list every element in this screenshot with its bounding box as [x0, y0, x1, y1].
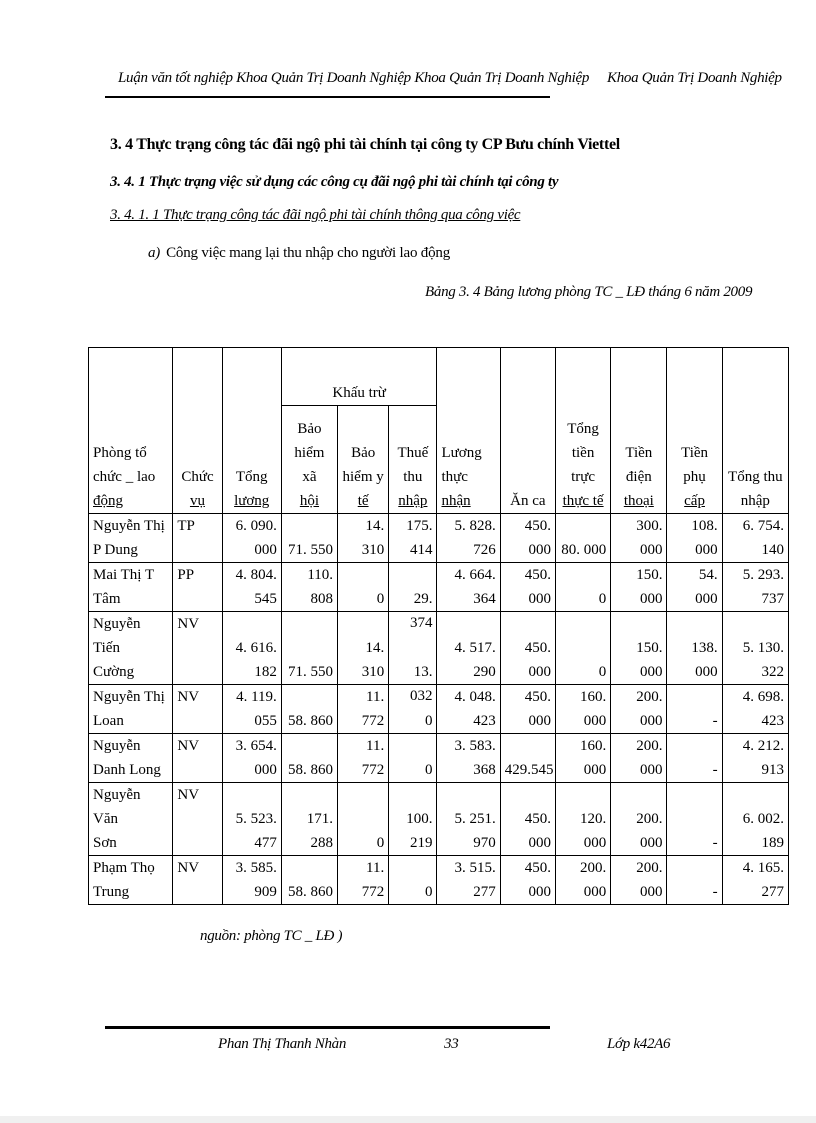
- cell-tax: 0: [389, 856, 437, 905]
- cell-net: 5. 251. 970: [437, 783, 500, 856]
- salary-table: [88, 347, 789, 905]
- section-heading: 3. 4 Thực trạng công tác đãi ngộ phi tài chính tại công ty CP Bưu chính Viettel: [110, 136, 620, 153]
- cell-tax: 0: [389, 685, 437, 734]
- cell-phone: 200. 000: [611, 783, 667, 856]
- cell-bhxh: 71. 550: [281, 514, 337, 563]
- cell-total: 5. 130. 322: [722, 612, 788, 685]
- cell-meal: 450. 000: [500, 783, 555, 856]
- page-number: 33: [444, 1036, 459, 1052]
- cell-phone: 200. 000: [611, 734, 667, 783]
- footer-rule: [105, 1026, 550, 1029]
- paragraph-text: Công việc mang lại thu nhập cho người lao động: [166, 245, 451, 261]
- cell-actual: 0: [555, 612, 610, 685]
- cell-bhyt: 11. 772: [338, 856, 389, 905]
- sub-subsection-heading: 3. 4. 1. 1 Thực trạng công tác đãi ngộ phi tài chính thông qua công việc: [110, 207, 521, 223]
- cell-phone: 150. 000: [611, 563, 667, 612]
- cell-net: 4. 664. 364: [437, 563, 500, 612]
- table-row: [89, 856, 789, 905]
- cell-name: Phạm Thọ Trung: [89, 856, 173, 905]
- cell-net: 3. 583. 368: [437, 734, 500, 783]
- cell-meal: 450. 000: [500, 612, 555, 685]
- cell-total: 4. 165. 277: [722, 856, 788, 905]
- cell-meal: 450. 000: [500, 856, 555, 905]
- cell-name: Nguyễn Danh Long: [89, 734, 173, 783]
- cell-total: 6. 002. 189: [722, 783, 788, 856]
- header-bhyt: Bảo hiểm y tế: [338, 406, 389, 514]
- cell-bhxh: 171. 288: [281, 783, 337, 856]
- cell-phone: 200. 000: [611, 856, 667, 905]
- cell-allowance: -: [667, 734, 722, 783]
- header-total: Tổng thu nhập: [722, 348, 788, 514]
- cell-bhyt: 0: [338, 563, 389, 612]
- table-row: [89, 734, 789, 783]
- cell-allowance: -: [667, 685, 722, 734]
- cell-name: Nguyễn Tiến Cường: [89, 612, 173, 685]
- cell-meal: 450. 000: [500, 685, 555, 734]
- cell-bhyt: 14. 310: [338, 612, 389, 685]
- cell-bhxh: 58. 860: [281, 856, 337, 905]
- cell-bhxh: 110. 808: [281, 563, 337, 612]
- table-row: [89, 685, 789, 734]
- cell-allowance: -: [667, 856, 722, 905]
- cell-tax: 29. 374: [389, 563, 437, 612]
- cell-role: NV: [173, 783, 222, 856]
- cell-role: PP: [173, 563, 222, 612]
- cell-meal: 429.545: [500, 734, 555, 783]
- cell-actual: 120. 000: [555, 783, 610, 856]
- cell-name: Nguyễn Thị P Dung: [89, 514, 173, 563]
- cell-allowance: 108. 000: [667, 514, 722, 563]
- cell-tax: 13. 032: [389, 612, 437, 685]
- cell-bhxh: 58. 860: [281, 685, 337, 734]
- cell-actual: 0: [555, 563, 610, 612]
- page-bottom-band: [0, 1116, 816, 1123]
- paragraph-label: a): [148, 245, 161, 261]
- cell-allowance: 54. 000: [667, 563, 722, 612]
- paragraph: [148, 245, 450, 262]
- cell-actual: 200. 000: [555, 856, 610, 905]
- cell-tax: 0: [389, 734, 437, 783]
- header-left: Luận văn tốt nghiệp Khoa Quản Trị Doanh Nghiệp Khoa Quản Trị Doanh Nghiệp: [118, 70, 590, 86]
- footer-author: Phan Thị Thanh Nhàn: [218, 1036, 347, 1052]
- cell-role: NV: [173, 856, 222, 905]
- cell-total: 6. 754. 140: [722, 514, 788, 563]
- table-caption: Bảng 3. 4 Bảng lương phòng TC _ LĐ tháng 6 năm 2009: [425, 284, 753, 300]
- cell-salary: 4. 616. 182: [222, 612, 281, 685]
- cell-phone: 150. 000: [611, 612, 667, 685]
- header-rule: [105, 96, 550, 98]
- cell-allowance: 138. 000: [667, 612, 722, 685]
- table-row: [89, 612, 789, 685]
- header-actual: Tổng tiền trực thực tế: [555, 348, 610, 514]
- header-allowance: Tiền phụ cấp: [667, 348, 722, 514]
- cell-bhyt: 11. 772: [338, 685, 389, 734]
- header-deductions: Khấu trừ: [281, 348, 437, 406]
- header-right: Khoa Quản Trị Doanh Nghiệp: [607, 70, 782, 86]
- cell-phone: 300. 000: [611, 514, 667, 563]
- subsection-heading: 3. 4. 1 Thực trạng việc sử dụng các công cụ đãi ngộ phi tài chính tại công ty: [110, 174, 559, 190]
- header-meal: Ăn ca: [500, 348, 555, 514]
- cell-tax: 175. 414: [389, 514, 437, 563]
- table-row: [89, 783, 789, 856]
- cell-total: 5. 293. 737: [722, 563, 788, 612]
- cell-allowance: -: [667, 783, 722, 856]
- cell-tax: 100. 219: [389, 783, 437, 856]
- header-salary: Tổng lương: [222, 348, 281, 514]
- cell-actual: 160. 000: [555, 734, 610, 783]
- table-source: nguồn: phòng TC _ LĐ ): [200, 928, 343, 944]
- header-role: Chức vụ: [173, 348, 222, 514]
- cell-salary: 4. 119. 055: [222, 685, 281, 734]
- cell-net: 4. 517. 290: [437, 612, 500, 685]
- header-dept: Phòng tổ chức _ lao động: [89, 348, 173, 514]
- cell-role: TP: [173, 514, 222, 563]
- header-bhxh: Bảo hiểm xã hội: [281, 406, 337, 514]
- cell-total: 4. 212. 913: [722, 734, 788, 783]
- cell-bhyt: 0: [338, 783, 389, 856]
- cell-meal: 450. 000: [500, 563, 555, 612]
- header-net: Lương thực nhận: [437, 348, 500, 514]
- cell-role: NV: [173, 612, 222, 685]
- cell-net: 5. 828. 726: [437, 514, 500, 563]
- cell-actual: 160. 000: [555, 685, 610, 734]
- cell-meal: 450. 000: [500, 514, 555, 563]
- cell-role: NV: [173, 685, 222, 734]
- cell-salary: 6. 090. 000: [222, 514, 281, 563]
- cell-bhxh: 58. 860: [281, 734, 337, 783]
- cell-salary: 3. 585. 909: [222, 856, 281, 905]
- cell-phone: 200. 000: [611, 685, 667, 734]
- cell-total: 4. 698. 423: [722, 685, 788, 734]
- cell-salary: 4. 804. 545: [222, 563, 281, 612]
- cell-role: NV: [173, 734, 222, 783]
- cell-name: Nguyễn Thị Loan: [89, 685, 173, 734]
- cell-bhxh: 71. 550: [281, 612, 337, 685]
- cell-net: 4. 048. 423: [437, 685, 500, 734]
- cell-bhyt: 14. 310: [338, 514, 389, 563]
- footer-class: Lớp k42A6: [607, 1036, 671, 1052]
- table-row: [89, 563, 789, 612]
- header-phone: Tiền điện thoại: [611, 348, 667, 514]
- table-row: [89, 514, 789, 563]
- cell-net: 3. 515. 277: [437, 856, 500, 905]
- cell-actual: 80. 000: [555, 514, 610, 563]
- cell-salary: 3. 654. 000: [222, 734, 281, 783]
- header-tax: Thuế thu nhập: [389, 406, 437, 514]
- cell-bhyt: 11. 772: [338, 734, 389, 783]
- cell-name: Mai Thị T Tâm: [89, 563, 173, 612]
- cell-name: Nguyễn Văn Sơn: [89, 783, 173, 856]
- cell-salary: 5. 523. 477: [222, 783, 281, 856]
